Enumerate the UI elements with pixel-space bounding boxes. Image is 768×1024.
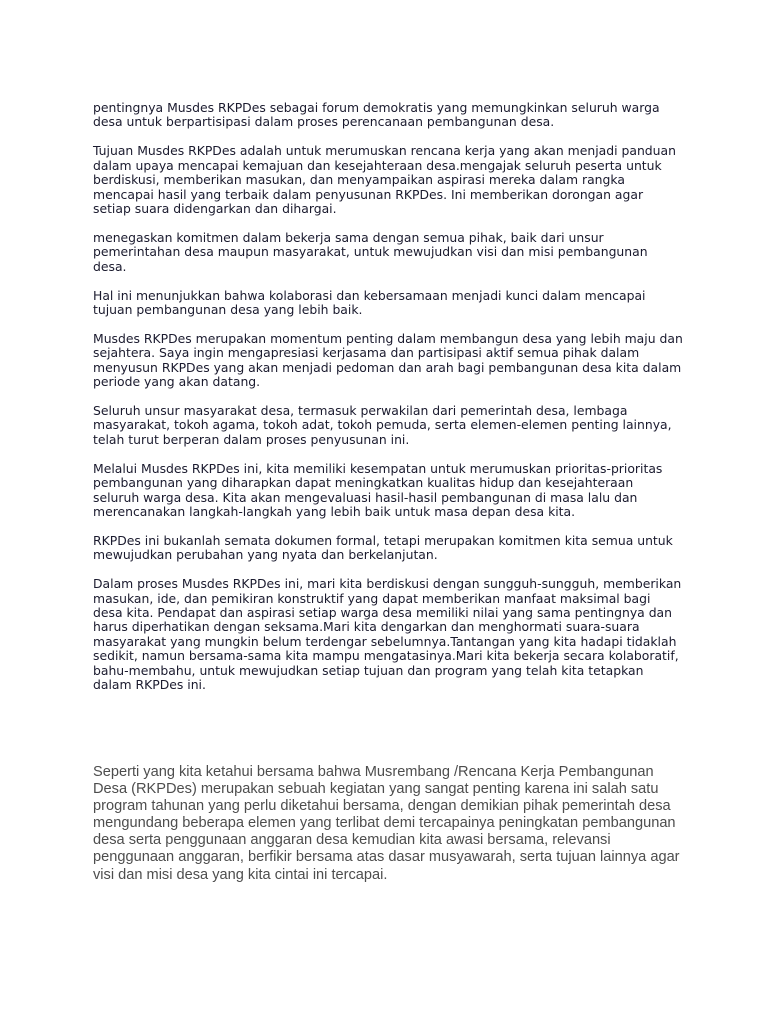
paragraph-1: pentingnya Musdes RKPDes sebagai forum demokratis yang memungkinkan seluruh warga desa untuk berpartisipasi dalam proses perencanaan pembangunan desa. — [93, 100, 660, 130]
paragraph-3: menegaskan komitmen dalam bekerja sama dengan semua pihak, baik dari unsur pemerintahan desa maupun masyarakat, untuk mewujudkan visi dan misi pembangunan desa. — [93, 229, 648, 274]
document-body — [93, 101, 683, 707]
paragraph-4: Hal ini menunjukkan bahwa kolaborasi dan kebersamaan menjadi kunci dalam mencapai tujuan pembangunan desa yang lebih baik. — [93, 287, 646, 317]
paragraph-6: Seluruh unsur masyarakat desa, termasuk perwakilan dari pemerintah desa, lembaga masyarakat, tokoh agama, tokoh adat, tokoh pemuda, serta elemen-elemen penting lainnya, telah turut berperan dalam proses penyusunan ini. — [93, 403, 672, 447]
closing-section — [93, 764, 681, 884]
paragraph-9: Dalam proses Musdes RKPDes ini, mari kita berdiskusi dengan sungguh-sungguh, memberikan masukan, ide, dan pemikiran konstruktif yang dapat memberikan manfaat maksimal bagi desa kita. Pendapat dan aspirasi setiap warga desa memiliki nilai yang sama pentingnya dan harus diperhatikan dengan seksama.Mari kita dengarkan dan menghormati suara-suara masyarakat yang mungkin belum terdengar sebelumnya.Tantangan yang kita hadapi tidaklah sedikit, namun bersama-sama kita mampu mengatasinya.Mari kita bekerja secara kolaboratif, bahu-membahu, untuk mewujudkan setiap tujuan dan program yang telah kita tetapkan dalam RKPDes ini. — [93, 576, 682, 692]
paragraph-5: Musdes RKPDes merupakan momentum penting dalam membangun desa yang lebih maju dan sejahtera. Saya ingin mengapresiasi kerjasama dan partisipasi aktif semua pihak dalam menyusun RKPDes yang akan menjadi pedoman dan arah bagi pembangunan desa kita dalam periode yang akan datang. — [93, 330, 683, 390]
paragraph-7: Melalui Musdes RKPDes ini, kita memiliki kesempatan untuk merumuskan prioritas-prioritas pembangunan yang diharapkan dapat meningkatkan kualitas hidup dan kesejahteraan seluruh warga desa. Kita akan mengevaluasi hasil-hasil pembangunan di masa lalu dan merencanakan langkah-langkah yang lebih baik untuk masa depan desa kita. — [93, 460, 663, 519]
paragraph-8: RKPDes ini bukanlah semata dokumen formal, tetapi merupakan komitmen kita semua untuk mewujudkan perubahan yang nyata dan berkelanjutan. — [93, 532, 673, 563]
closing-paragraph: Seperti yang kita ketahui bersama bahwa Musrembang /Rencana Kerja Pembangunan Desa (RKPDes) merupakan sebuah kegiatan yang sangat penting karena ini salah satu program tahunan yang perlu diketahui bersama, dengan demikian pihak pemerintah desa mengundang beberapa elemen yang terlibat demi tercapainya peningkatan pembangunan desa serta penggunaan anggaran desa kemudian kita awasi bersama, relevansi penggunaan anggaran, berfikir bersama atas dasar musyawarah, serta tujuan lainnya agar visi dan misi desa yang kita cintai ini tercapai. — [93, 764, 680, 883]
paragraph-2: Tujuan Musdes RKPDes adalah untuk merumuskan rencana kerja yang akan menjadi panduan dalam upaya mencapai kemajuan dan kesejahteraan desa.mengajak seluruh peserta untuk berdiskusi, memberikan masukan, dan menyampaikan aspirasi mereka dalam rangka mencapai hasil yang terbaik dalam penyusunan RKPDes. Ini memberikan dorongan agar setiap suara didengarkan dan dihargai. — [93, 143, 676, 216]
